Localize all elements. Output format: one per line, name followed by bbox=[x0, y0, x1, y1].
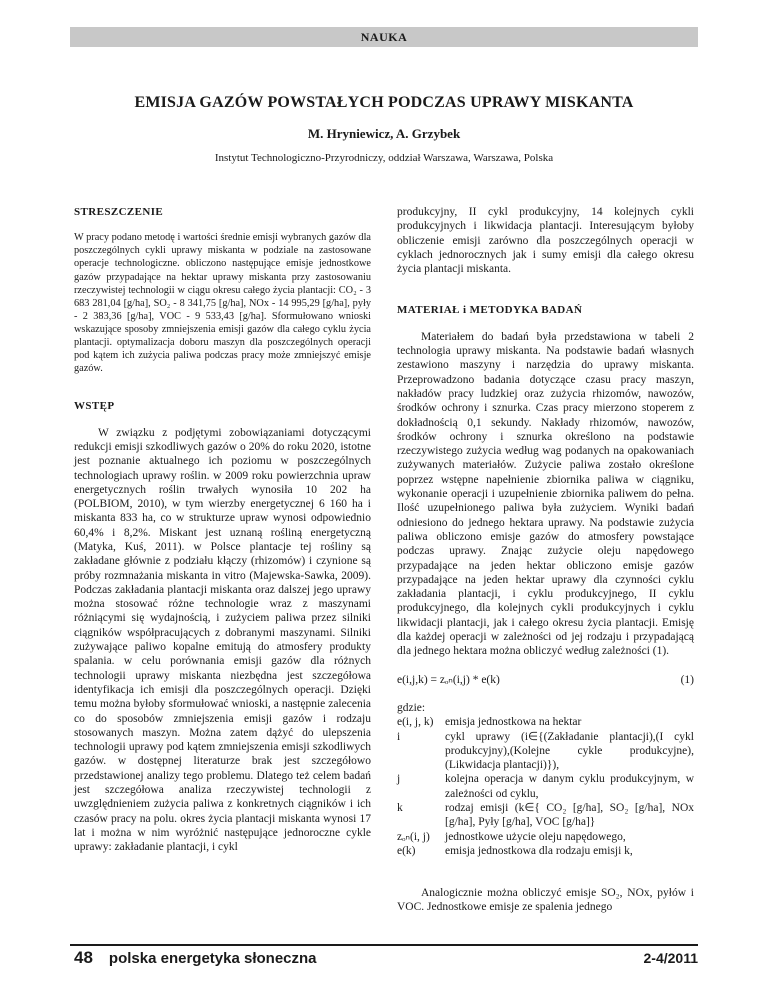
methods-text: Materiałem do badań była przedstawiona w tabeli 2 technologia uprawy miskanta. Na podstawie badań własnych zestawiono maszyny i narzędzia do uprawy miskanta. Przeprowadzono badania dotyczące czasu pracy maszyn, nakładów pracy ludzkiej oraz zużycia rhizomów, nawozów, środków ochrony i sznurka. Czas pracy mierzono stoperem z dokładnością 0,1 sekundy. Nakłady rhizomów, nawozów, środków ochrony i sznurka określono na podstawie rzeczywistego zużycia według wag podanych na opakowaniach zużywanych materiałów. Zużycie paliwa zostało określone poprzez wstępne napełnienie zbiornika paliwa w ciągniku, wykonanie operacji i uzupełnienie zbiornika paliwem do pełna. Ilość uzupełnionego paliwa była zużyciem. Wyniki badań odniesiono do jednego hektara uprawy. Na podstawie zużycia paliwa obliczono emisje gazów do atmosfery powstające podczas uprawy. Znając zużycie oleju napędowego przypadające na jeden hektar obliczono emisje gazów przypadające na jeden hektar uprawy dla czynności cyklu zakładania plantacji, i cyklu produkcyjnego, II cyklu produkcyjnego, dla kolejnych cykli produkcyjnych i cyklu likwidacji plantacji, jak i całego okresu życia plantacji. Emisję dla każdej operacji w zależności od jej rodzaju i przypadającą dla jednego hektara można obliczyć według zależności (1). bbox=[397, 330, 694, 658]
right-column bbox=[397, 205, 694, 915]
definition-text: kolejna operacja w danym cyklu produkcyjnym, w zależności od cyklu, bbox=[445, 773, 694, 800]
where-label: gdzie: bbox=[397, 701, 426, 714]
page-number: 48 bbox=[74, 948, 93, 967]
equation-1 bbox=[397, 673, 694, 687]
definition-item bbox=[397, 730, 694, 773]
definition-item bbox=[397, 844, 694, 858]
equation-body: e(i,j,k) = zₒₙ(i,j) * e(k) bbox=[397, 673, 500, 686]
equation-number: (1) bbox=[680, 673, 694, 686]
page-footer bbox=[74, 948, 698, 968]
section-label: NAUKA bbox=[360, 30, 408, 44]
definition-text: emisja jednostkowa na hektar bbox=[445, 716, 582, 729]
left-column bbox=[74, 205, 371, 855]
article-authors: M. Hryniewicz, A. Grzybek bbox=[307, 126, 461, 141]
definition-symbol: zₒₙ(i, j) bbox=[397, 830, 430, 843]
journal-name: polska energetyka słoneczna bbox=[108, 950, 317, 967]
definition-text: jednostkowe użycie oleju napędowego, bbox=[445, 830, 626, 843]
definition-symbol: k bbox=[397, 801, 403, 814]
methods-after-text: Analogicznie można obliczyć emisje SO₂, NOx, pyłów i VOC. Jednostkowe emisje ze spalenia jednego bbox=[397, 887, 694, 914]
article-title: EMISJA GAZÓW POWSTAŁYCH PODCZAS UPRAWY MISKANTA bbox=[134, 94, 634, 111]
abstract-text: W pracy podano metodę i wartości średnie emisji wybranych gazów dla poszczególnych cykli uprawy miskanta w podziale na zastosowane operacje technologiczne. obliczono następujące emisje jednostkowe gazów przypadające na hektar uprawy miskanta przy zastosowaniu rzeczywistej technologii w ciągu okresu całego życia plantacji: CO₂ - 3 683 281,04 [g/ha], SO₂ - 8 341,75 [g/ha], NOx - 14 995,29 [g/ha], pyły - 2 383,36 [g/ha], VOC - 9 533,43 [g/ha]. Sformułowano wnioski wskazujące sposoby zmniejszenia emisji gazów dla całego cyklu życia plantacji. optymalizacja doboru maszyn dla poszczególnych operacji pod kątem ich zużycia paliwa podczas pracy może zmniejszyć emisje gazów. bbox=[74, 232, 371, 375]
definition-item bbox=[397, 772, 694, 801]
definition-symbol: e(i, j, k) bbox=[397, 716, 434, 729]
intro-text: W związku z podjętymi zobowiązaniami dotyczącymi redukcji emisji szkodliwych gazów o 20% do roku 2020, istotne jest poznanie aktualnego ich poziomu w poszczególnych technologiach uprawy roślin. w 2009 roku powierzchnia upraw energetycznych roślin trwałych wynosiła 10 202 ha (POLBIOM, 2010), w tym wierzby energetycznej 6 160 ha i miskanta 833 ha, co w strukturze upraw wynosi odpowiednio 60,4% i 8,2%. Miskant jest uznaną rośliną energetyczną (Matyka, Kuś, 2011). w Polsce plantacje tej rośliny są zakładane głównie z podziału kłączy (rhizomów) i czynione są próby rozmnażania miskanta in vitro (Majewska-Sawka, 2009). Podczas zakładania plantacji miskanta oraz dalszej jego uprawy można stosować różne technologie wraz z maszynami różniącymi się wydajnością, i zużyciem paliwa przez silniki ciągników współpracujących z dobranymi maszynami. Silniki zużywające paliwo kopalne emitują do atmosfery produkty spalania. w celu porównania emisji gazów dla różnych technologii uprawy miskanta niezbędna jest szczegółowa identyfikacja ich emisji dla poszczególnych operacji. Dzięki temu można byłoby sformułować wnioski, a następnie zalecenia co do sposobów zmniejszenia emisji gazów i rodzaju stosowanych maszyn. Można zatem dążyć do ulepszenia technologii uprawy pod kątem zmniejszenia emisji szkodliwych gazów. w dostępnej literaturze brak jest szczegółowo przedstawionej analizy tego problemu. Dlatego też celem badań jest szczegółowa analiza rzeczywistej technologii z uwzględnieniem zużycia paliwa z konkretnych ciągników i ich czasów pracy na polu. okres życia plantacji miskanta wynosi 17 lat i można w nim wyróżnić następujące jednoroczne cykle uprawy: zakładanie plantacji, i cykl bbox=[74, 426, 371, 854]
section-header bbox=[70, 27, 698, 47]
intro-heading: WSTĘP bbox=[74, 400, 115, 413]
abstract-heading: STRESZCZENIE bbox=[74, 206, 164, 218]
article-affiliation: Instytut Technologiczno-Przyrodniczy, oddział Warszawa, Warszawa, Polska bbox=[214, 152, 554, 164]
definition-symbol: i bbox=[397, 730, 401, 743]
definition-text: rodzaj emisji (k∈{ CO₂ [g/ha], SO₂ [g/ha], NOx [g/ha], Pyły [g/ha], VOC [g/ha]} bbox=[445, 801, 694, 829]
definition-text: cykl uprawy (i∈{(Zakładanie plantacji),(I cykl produkcyjny),(Kolejne cykle produkcyjne),(Likwidacja plantacji)}), bbox=[445, 730, 694, 772]
definition-item bbox=[397, 801, 694, 830]
issue-number: 2-4/2011 bbox=[643, 950, 698, 966]
intro-continuation: produkcyjny, II cykl produkcyjny, 14 kolejnych cykli produkcyjnych i likwidacja plantacji. Interesującym byłoby obliczenie emisji zarówno dla poszczególnych operacji w cyklach jednorocznych jak i sumy emisji dla całego okresu życia plantacji miskanta. bbox=[397, 206, 694, 276]
footer-rule bbox=[70, 944, 698, 946]
definition-item bbox=[397, 830, 694, 844]
definition-symbol: e(k) bbox=[397, 844, 416, 857]
methods-heading: MATERIAŁ i METODYKA BADAŃ bbox=[397, 304, 583, 317]
definition-item bbox=[397, 715, 694, 729]
definition-list bbox=[397, 715, 694, 858]
definition-text: emisja jednostkowa dla rodzaju emisji k, bbox=[445, 844, 633, 857]
definition-symbol: j bbox=[397, 773, 401, 786]
